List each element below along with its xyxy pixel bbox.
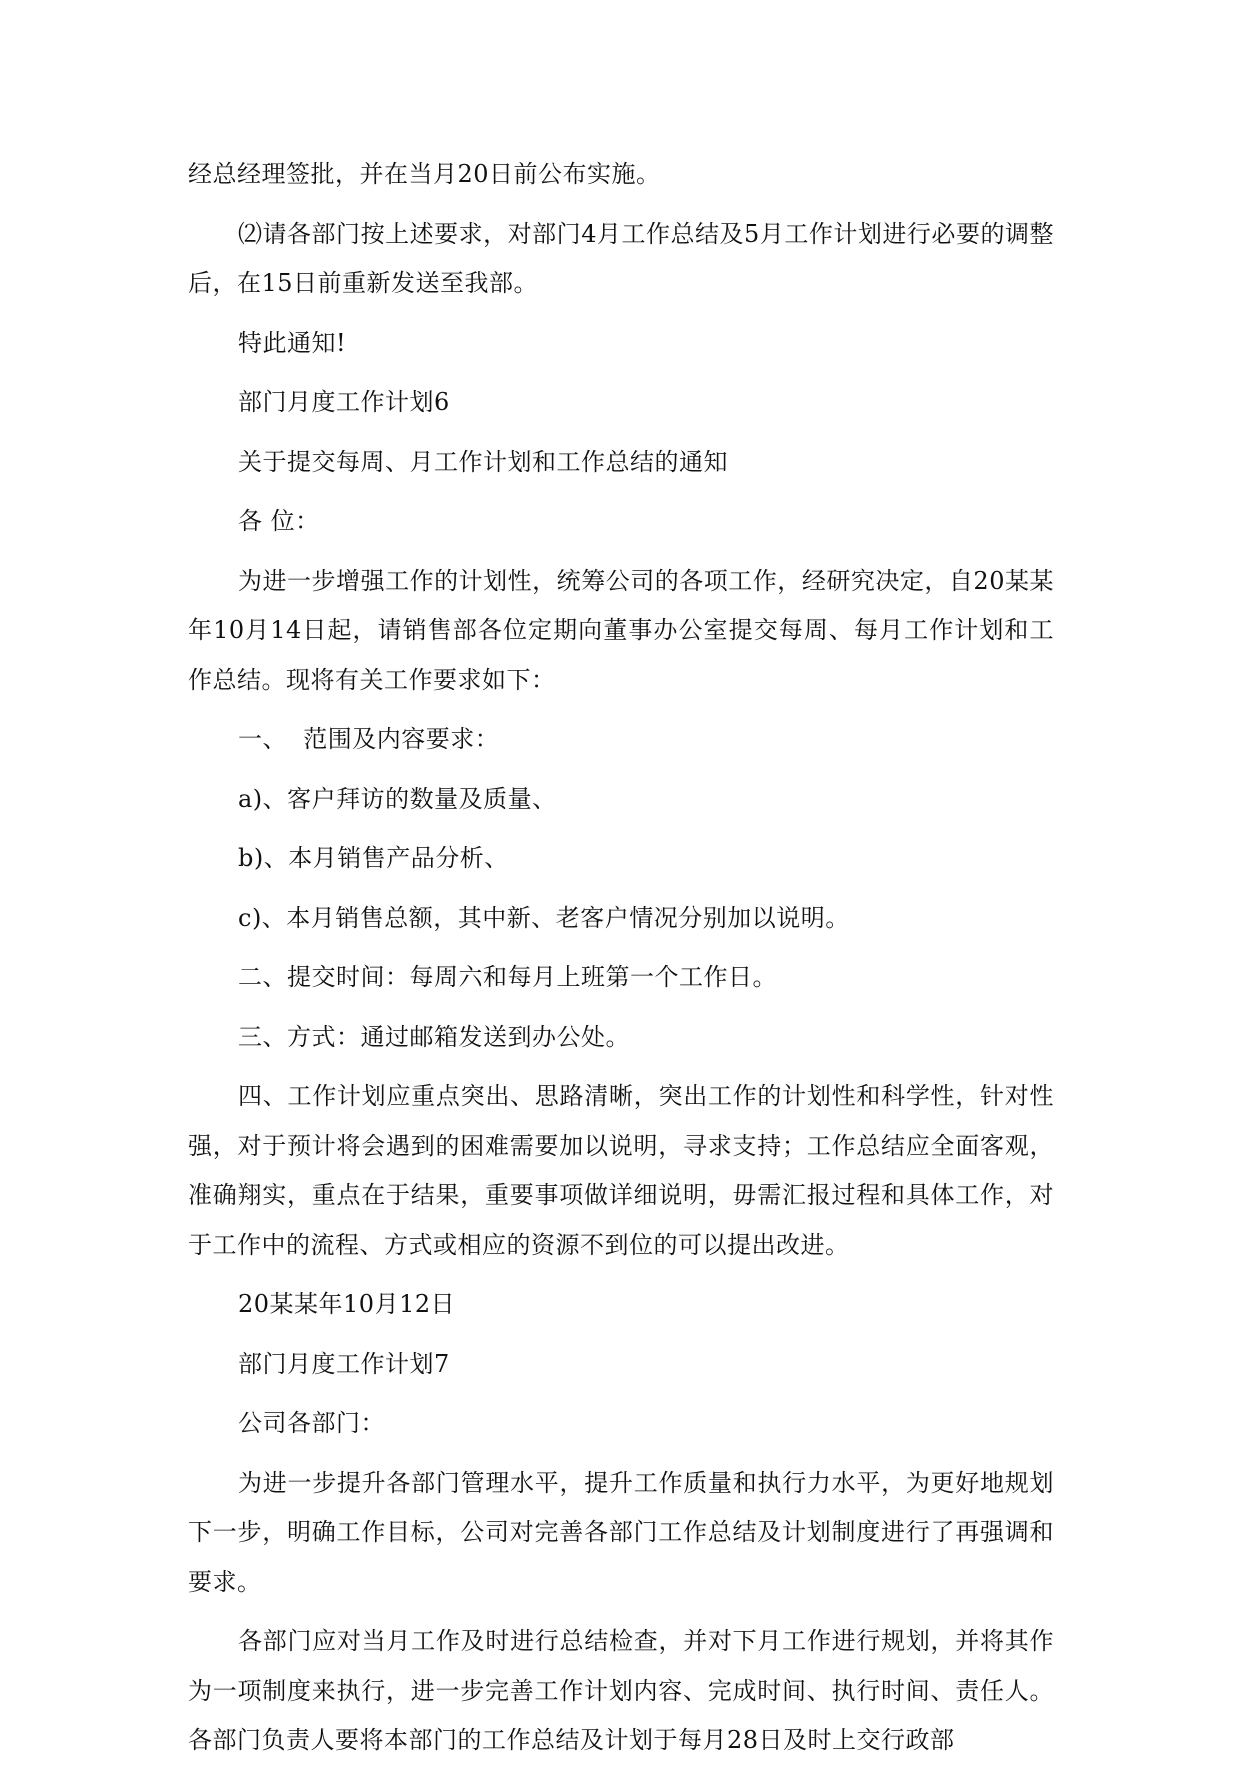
date-line: 20某某年10月12日: [238, 1290, 456, 1318]
section-heading-7: 部门月度工作计划7: [238, 1349, 450, 1378]
list-heading-3: 三、方式：通过邮箱发送到办公处。: [238, 1022, 630, 1051]
paragraph-18: 为进一步提升各部门管理水平，提升工作质量和执行力水平，为更好地规划下一步，明确工作目标，公司对完善各部门工作总结及计划制度进行了再强调和要求。: [188, 1468, 1054, 1596]
paragraph-1: 经总经理签批，并在当月20日前公布实施。: [188, 160, 661, 188]
list-heading-4: 四、工作计划应重点突出、思路清晰，突出工作的计划性和科学性，针对性强，对于预计将会遇到的困难需要加以说明，寻求支持；工作总结应全面客观，准确翔实，重点在于结果，重要事项做详细说明，毋需汇报过程和具体工作，对于工作中的流程、方式或相应的资源不到位的可以提出改进。: [188, 1082, 1054, 1259]
paragraph-3: 特此通知!: [238, 328, 347, 357]
salutation-2: 公司各部门：: [238, 1409, 385, 1437]
list-heading-2: 二、提交时间：每周六和每月上班第一个工作日。: [238, 963, 777, 991]
salutation: 各 位：: [238, 507, 320, 535]
list-heading-1: 一、 范围及内容要求：: [238, 725, 500, 753]
paragraph-7: 为进一步增强工作的计划性，统筹公司的各项工作，经研究决定，自20某某年10月14日起，请销售部各位定期向董事办公室提交每周、每月工作计划和工作总结。现将有关工作要求如下：: [188, 566, 1054, 694]
list-item-a: a)、客户拜访的数量及质量、: [238, 784, 557, 813]
list-item-c: c)、本月销售总额，其中新、老客户情况分别加以说明。: [238, 903, 850, 932]
document-page: [188, 150, 1054, 1776]
list-item-b: b)、本月销售产品分析、: [238, 844, 509, 872]
paragraph-19: 各部门应对当月工作及时进行总结检查，并对下月工作进行规划，并将其作为一项制度来执行，进一步完善工作计划内容、完成时间、执行时间、责任人。各部门负责人要将本部门的工作总结及计划于每月28日及时上交行政部: [188, 1627, 1054, 1754]
notice-title: 关于提交每周、月工作计划和工作总结的通知: [238, 447, 728, 476]
section-heading-6: 部门月度工作计划6: [238, 388, 450, 416]
paragraph-2: ⑵请各部门按上述要求，对部门4月工作总结及5月工作计划进行必要的调整后，在15日前重新发送至我部。: [188, 219, 1054, 297]
